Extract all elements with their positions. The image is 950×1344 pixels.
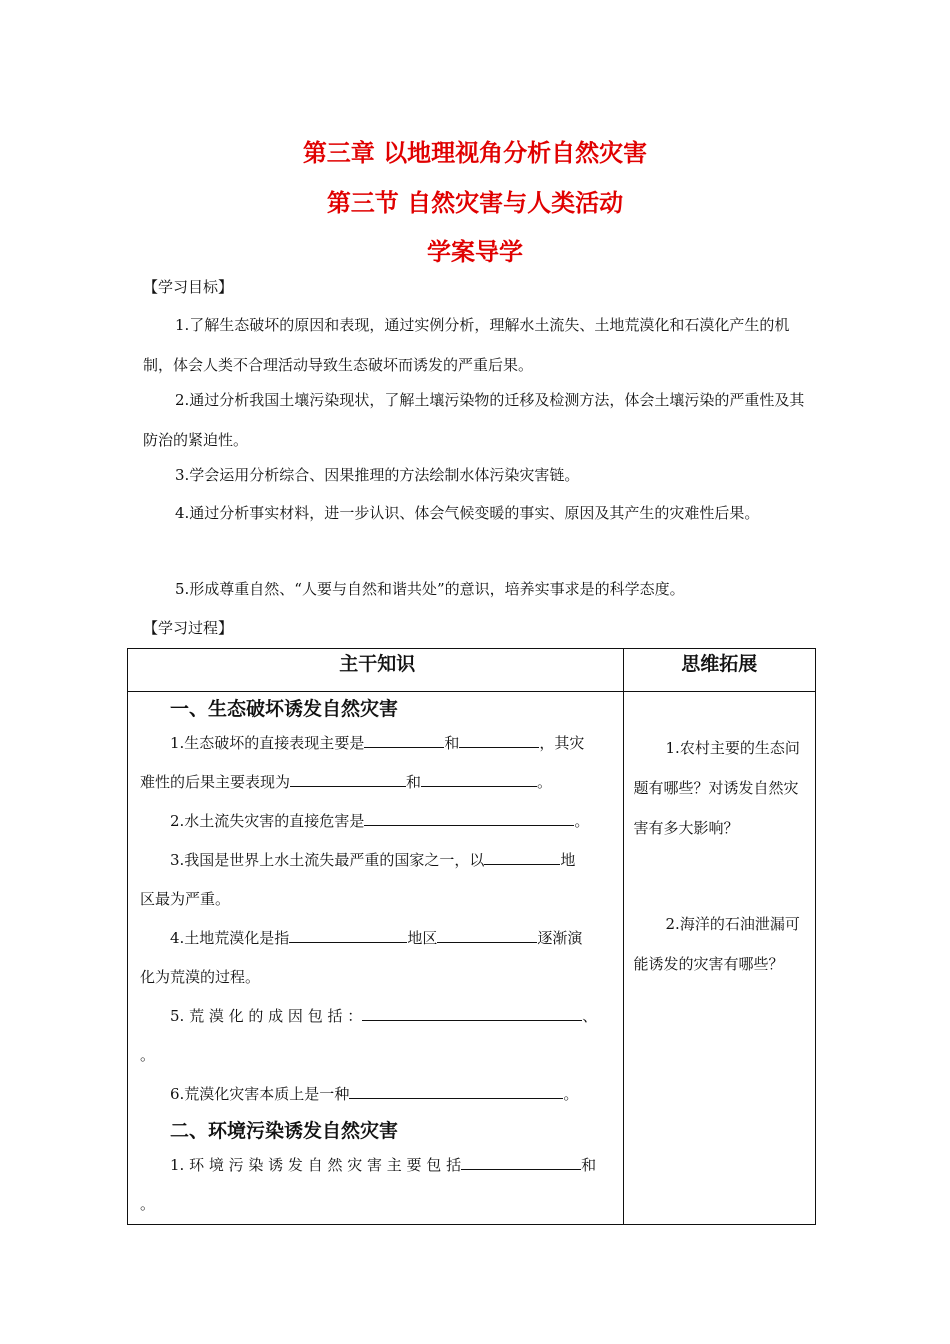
goal-item: 2.通过分析我国土壤污染现状，了解土壤污染物的迁移及检测方法，体会土壤污染的严重性及其防治的紧迫性。 bbox=[143, 391, 805, 449]
process-tag: 【学习过程】 bbox=[143, 619, 234, 637]
question-7 bbox=[140, 1146, 615, 1185]
question-4-cont bbox=[140, 958, 615, 997]
blank-field[interactable] bbox=[364, 807, 574, 826]
q4-tail: 逐渐演 bbox=[537, 929, 583, 947]
q6-text: 6.荒漠化灾害本质上是一种 bbox=[170, 1085, 350, 1103]
blank-field[interactable] bbox=[437, 924, 537, 943]
q7-and: 和 bbox=[581, 1156, 597, 1174]
goal-item: 4.通过分析事实材料，进一步认识、体会气候变暖的事实、原因及其产生的灾难性后果。 bbox=[175, 504, 760, 522]
q1-text: 1.生态破坏的直接表现主要是 bbox=[170, 734, 365, 752]
blank-field[interactable] bbox=[484, 846, 560, 865]
goal-item: 3.学会运用分析综合、因果推理的方法绘制水体污染灾害链。 bbox=[175, 466, 580, 484]
q2-text: 2.水土流失灾害的直接危害是 bbox=[170, 812, 365, 830]
q2-end: 。 bbox=[574, 812, 590, 830]
q5-text: 5. 荒 漠 化 的 成 因 包 括 ： bbox=[170, 1007, 363, 1025]
blank-field[interactable] bbox=[289, 924, 407, 943]
question-6 bbox=[140, 1075, 615, 1114]
blank-field[interactable] bbox=[362, 1002, 582, 1021]
blank-field[interactable] bbox=[421, 768, 537, 787]
q5-end: 。 bbox=[140, 1046, 156, 1064]
blank-field[interactable] bbox=[364, 729, 444, 748]
q1-end: 。 bbox=[537, 773, 553, 791]
question-1-cont bbox=[140, 763, 615, 802]
q4-text: 4.土地荒漠化是指 bbox=[170, 929, 290, 947]
question-2 bbox=[140, 802, 615, 841]
question-1 bbox=[140, 724, 615, 763]
q3-text: 3.我国是世界上水土流失最严重的国家之一，以 bbox=[170, 851, 485, 869]
think-question-1: 1.农村主要的生态问题有哪些？对诱发自然灾害有多大影响？ bbox=[633, 739, 800, 837]
col-think-header: 思维拓展 bbox=[623, 649, 815, 692]
main-knowledge-cell bbox=[128, 692, 624, 1225]
section-title: 第三节 自然灾害与人类活动 bbox=[326, 189, 624, 217]
question-5 bbox=[140, 997, 615, 1036]
heading-pollution: 二、环境污染诱发自然灾害 bbox=[170, 1120, 399, 1142]
heading-ecology: 一、生态破坏诱发自然灾害 bbox=[170, 698, 399, 720]
q7-end: 。 bbox=[140, 1195, 156, 1213]
think-question-2: 2.海洋的石油泄漏可能诱发的灾害有哪些？ bbox=[633, 915, 800, 973]
goals-tag: 【学习目标】 bbox=[143, 278, 234, 296]
q6-end: 。 bbox=[563, 1085, 579, 1103]
blank-field[interactable] bbox=[349, 1080, 563, 1099]
blank-field[interactable] bbox=[461, 1151, 581, 1170]
goal-item: 1.了解生态破坏的原因和表现，通过实例分析，理解水土流失、土地荒漠化和石漠化产生的机制，体会人类不合理活动导致生态破坏而诱发的严重后果。 bbox=[143, 316, 790, 374]
q1-tail: ，其灾 bbox=[539, 734, 585, 752]
study-table bbox=[127, 648, 816, 1225]
question-3-cont bbox=[140, 880, 615, 919]
question-4 bbox=[140, 919, 615, 958]
question-3 bbox=[140, 841, 615, 880]
q3-end: 区最为严重。 bbox=[140, 890, 231, 908]
q1-text2: 难性的后果主要表现为 bbox=[140, 773, 291, 791]
thinking-cell bbox=[623, 692, 815, 1225]
question-7-cont bbox=[140, 1185, 615, 1224]
q4-end: 化为荒漠的过程。 bbox=[140, 968, 261, 986]
col-main-header: 主干知识 bbox=[128, 649, 624, 692]
chapter-title: 第三章 以地理视角分析自然灾害 bbox=[302, 139, 648, 167]
goal-item: 5.形成尊重自然、“人要与自然和谐共处”的意识，培养实事求是的科学态度。 bbox=[175, 580, 685, 598]
q4-mid: 地区 bbox=[407, 929, 438, 947]
q1-and2: 和 bbox=[406, 773, 422, 791]
q5-sep: 、 bbox=[582, 1007, 598, 1025]
q3-tail: 地 bbox=[560, 851, 576, 869]
q1-and: 和 bbox=[444, 734, 460, 752]
blank-field[interactable] bbox=[459, 729, 539, 748]
q7-text: 1. 环 境 污 染 诱 发 自 然 灾 害 主 要 包 括 bbox=[170, 1156, 462, 1174]
guide-title: 学案导学 bbox=[427, 238, 523, 266]
blank-field[interactable] bbox=[290, 768, 406, 787]
question-5-cont bbox=[140, 1036, 615, 1075]
